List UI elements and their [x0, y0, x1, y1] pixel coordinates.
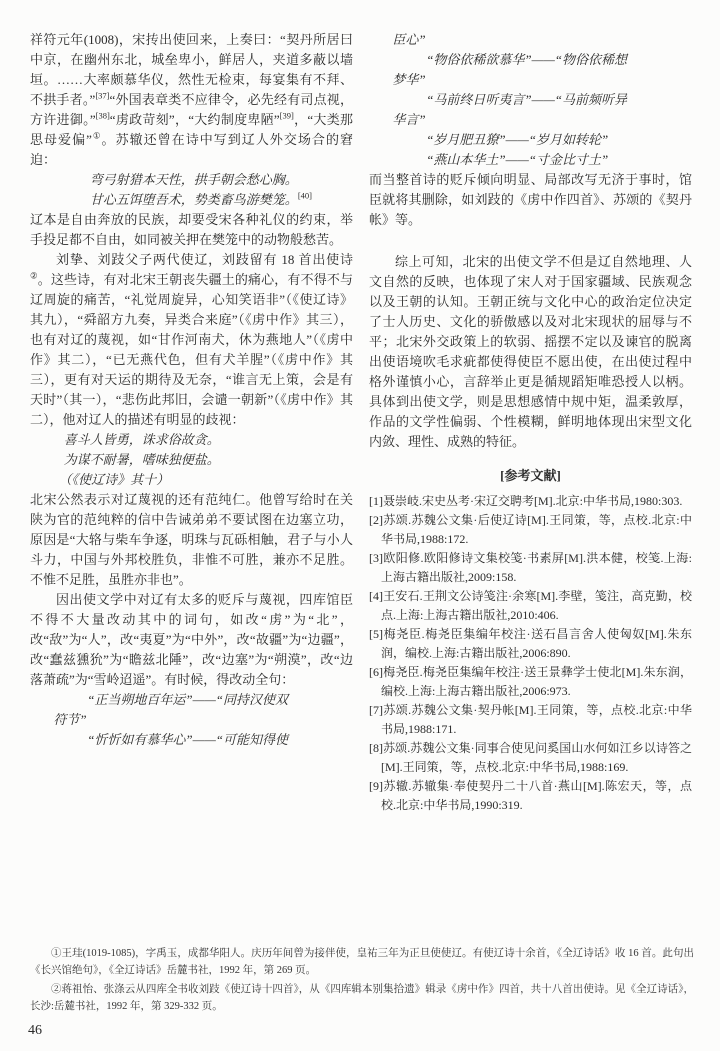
paragraph: 祥符元年(1008)，宋抟出使回来，上奏曰：“契丹所居曰中京，在幽州东北，城垒卑小，鲜居人，夹道多蔽以墙垣。……大率颇慕华仪，然性无检束，每宴集有不拜、不拱手者。”[37]“外国表章类不应律令，必先经有司点视，方许进御。”[38]“虏政苛刻”，“大约制度卑陋”[39]，“大类那思母爱偏”①。苏辙还曾在诗中写到辽人外交场合的窘迫：	[30, 32, 353, 167]
reference-item: [1]聂崇岐.宋史丛考·宋辽交聘考[M].北京:中华书局,1980:303.	[369, 494, 683, 508]
verse-line: 符节”	[53, 712, 87, 727]
verse-line: 为谋不耐暑，嗜味独便盐。	[63, 452, 220, 467]
reference-item: [4]王安石.王荆文公诗笺注·余寒[M].李壁，笺注，高克勤，校点.上海:上海古籍出版社,2010:406.	[369, 589, 692, 622]
verse-line: 梦华”	[392, 72, 426, 87]
verse-line: 华言”	[392, 112, 426, 127]
reference-item: [3]欧阳修.欧阳修诗文集校笺·书素屏[M].洪本健，校笺.上海:上海古籍出版社,2009:158.	[369, 551, 692, 584]
verse-line: 弯弓射猎本天性，拱手朝会愁心胸。	[89, 172, 298, 187]
paragraph: 综上可知，北宋的出使文学不但是辽自然地理、人文自然的反映，也体现了宋人对于国家疆域、民族观念以及王朝的认知。王朝正统与文化中心的政治定位决定了士人历史、文化的骄傲感以及对北宋现状的屈辱与不平；北宋外交政策上的软弱、摇摆不定以及谏官的脱离出使语境吹毛求疵都使得使臣不愿出使，在出使过程中格外谨慎小心，言辞举止更是循规蹈矩唯恐授人以柄。具体到出使文学，则是思想感情中规中矩，温柔敦厚，作品的文学性偏弱、个性模糊，鲜明地体现出宋型文化内敛、理性、成熟的特征。	[369, 254, 692, 449]
verse-line: “岁月肥丑獠”——“岁月如转轮”	[426, 132, 609, 147]
references-heading: [参考文献]	[500, 468, 561, 483]
verse-line: 臣心”	[392, 32, 426, 47]
right-column	[369, 30, 692, 920]
paragraph: 辽本是自由奔放的民族，却要受宋各种礼仪的约束，举手投足都不自由，如同被关押在樊笼中的动物般愁苦。	[30, 212, 353, 247]
verse-line: “物俗依稀欲慕华”——“物俗依稀想	[426, 52, 627, 67]
citation-marker: ②	[30, 270, 38, 281]
reference-item: [2]苏颂.苏魏公文集·后使辽诗[M].王同策，等，点校.北京:中华书局,1988:172.	[369, 513, 692, 546]
left-column	[30, 30, 353, 920]
reference-item: [9]苏辙.苏辙集·奉使契丹二十八首·燕山[M].陈宏天，等，点校.北京:中华书局,1990:319.	[369, 779, 692, 812]
reference-item: [5]梅尧臣.梅尧臣集编年校注·送石昌言舍人使匈奴[M].朱东润，编校.上海:古籍出版社,2006:890.	[369, 627, 692, 660]
verse-line: 喜斗人皆勇，诛求俗故贪。	[63, 432, 220, 447]
verse-line: 甘心五饵堕吾术，势类畜鸟游樊笼。[40]	[89, 190, 312, 207]
citation-marker: [38]	[95, 110, 110, 121]
reference-item: [7]苏颂.苏魏公文集·契丹帐[M].王同策，等，点校.北京:中华书局,1988:171.	[369, 703, 692, 736]
citation-marker: ①	[91, 130, 102, 141]
verse-line: “正当朔地百年运”——“同持汉使双	[87, 692, 288, 707]
paragraph: 而当整首诗的贬斥倾向明显、局部改写无济于事时，馆臣就将其删除，如刘跂的《虏中作四首》、苏颂的《契丹帐》等。	[369, 172, 692, 227]
paragraph: 刘挚、刘跂父子两代使辽，刘跂留有 18 首出使诗②。这些诗，有对北宋王朝丧失疆土的痛心，有不得不与辽周旋的痛苦，“礼觉周旋异，心知笑语非”（《使辽诗》其九），“舜韶方九奏，异类合来庭”（《虏中作》其三），也有对辽的蔑视，如“甘作河南犬，休为燕地人”（《虏中作》其二），“已无燕代色，但有犬羊腥”（《虏中作》其三），更有对天运的期待及无奈，“谁言无上策，会是有天时”（其一），“悲伤此邦旧，会谴一朝新”（《虏中作》其二），他对辽人的描述有明显的歧视：	[30, 252, 353, 427]
paragraph: 因出使文学中对辽有太多的贬斥与蔑视，四库馆臣不得不大量改动其中的词句，如改“虏”为“北”，改“敌”为“人”，改“夷夏”为“中外”，改“故疆”为“边疆”，改“蠢兹獯狁”为“瞻兹北陲”，改“边塞”为“朔漠”，改“边落萧疏”为“雪岭迢遥”。有时候，得改动全句：	[30, 592, 353, 687]
footnotes-section	[30, 946, 694, 1018]
paragraph: 北宋公然表示对辽蔑视的还有范纯仁。他曾写给时在关陕为官的范纯粹的信中告诫弟弟不要试图在边塞立功，原因是“大辂与柴车争逐，明珠与瓦砾相触，君子与小人斗力，中国与外邦校胜负，非惟不可胜，兼亦不足胜。不惟不足胜，虽胜亦非也”。	[30, 492, 353, 587]
citation-marker: [39]	[279, 110, 294, 121]
verse-line: （《使辽诗》其十）	[58, 472, 170, 487]
verse-line: “忻忻如有慕华心”——“可能知得使	[87, 732, 288, 747]
page-number: 46	[28, 1023, 42, 1038]
reference-item: [6]梅尧臣.梅尧臣集编年校注·送王景彝学士使北[M].朱东润，编校.上海:上海古籍出版社,2006:973.	[369, 665, 692, 698]
footnote: ①王珪(1019-1085)，字禹玉，成都华阳人。庆历年间曾为接伴使，皇祐三年为正旦使使辽。有使辽诗十余首，《全辽诗话》收 16 首。此句出《长兴馆绝句》，《全辽诗话》岳麓书社，1992 年，第 269 页。	[30, 948, 694, 976]
reference-item: [8]苏颂.苏魏公文集·同事合使见问奚国山水何如江乡以诗答之[M].王同策，等，点校.北京:中华书局,1988:169.	[369, 741, 692, 774]
verse-line: “燕山本华土”——“寸金比寸土”	[426, 152, 609, 167]
verse-line: “马前终日听夷言”——“马前频听异	[426, 92, 627, 107]
citation-marker: [37]	[95, 90, 110, 101]
footnote: ②蒋祖怡、张涤云从四库全书收刘跂《使辽诗十四首》，从《四库辑本别集拾遗》辑录《虏中作》四首，共十八首出使诗。见《全辽诗话》，长沙:岳麓书社，1992 年，第 329-332 页。	[30, 984, 694, 1012]
article-body	[30, 30, 692, 920]
citation-marker: [40]	[297, 190, 312, 201]
